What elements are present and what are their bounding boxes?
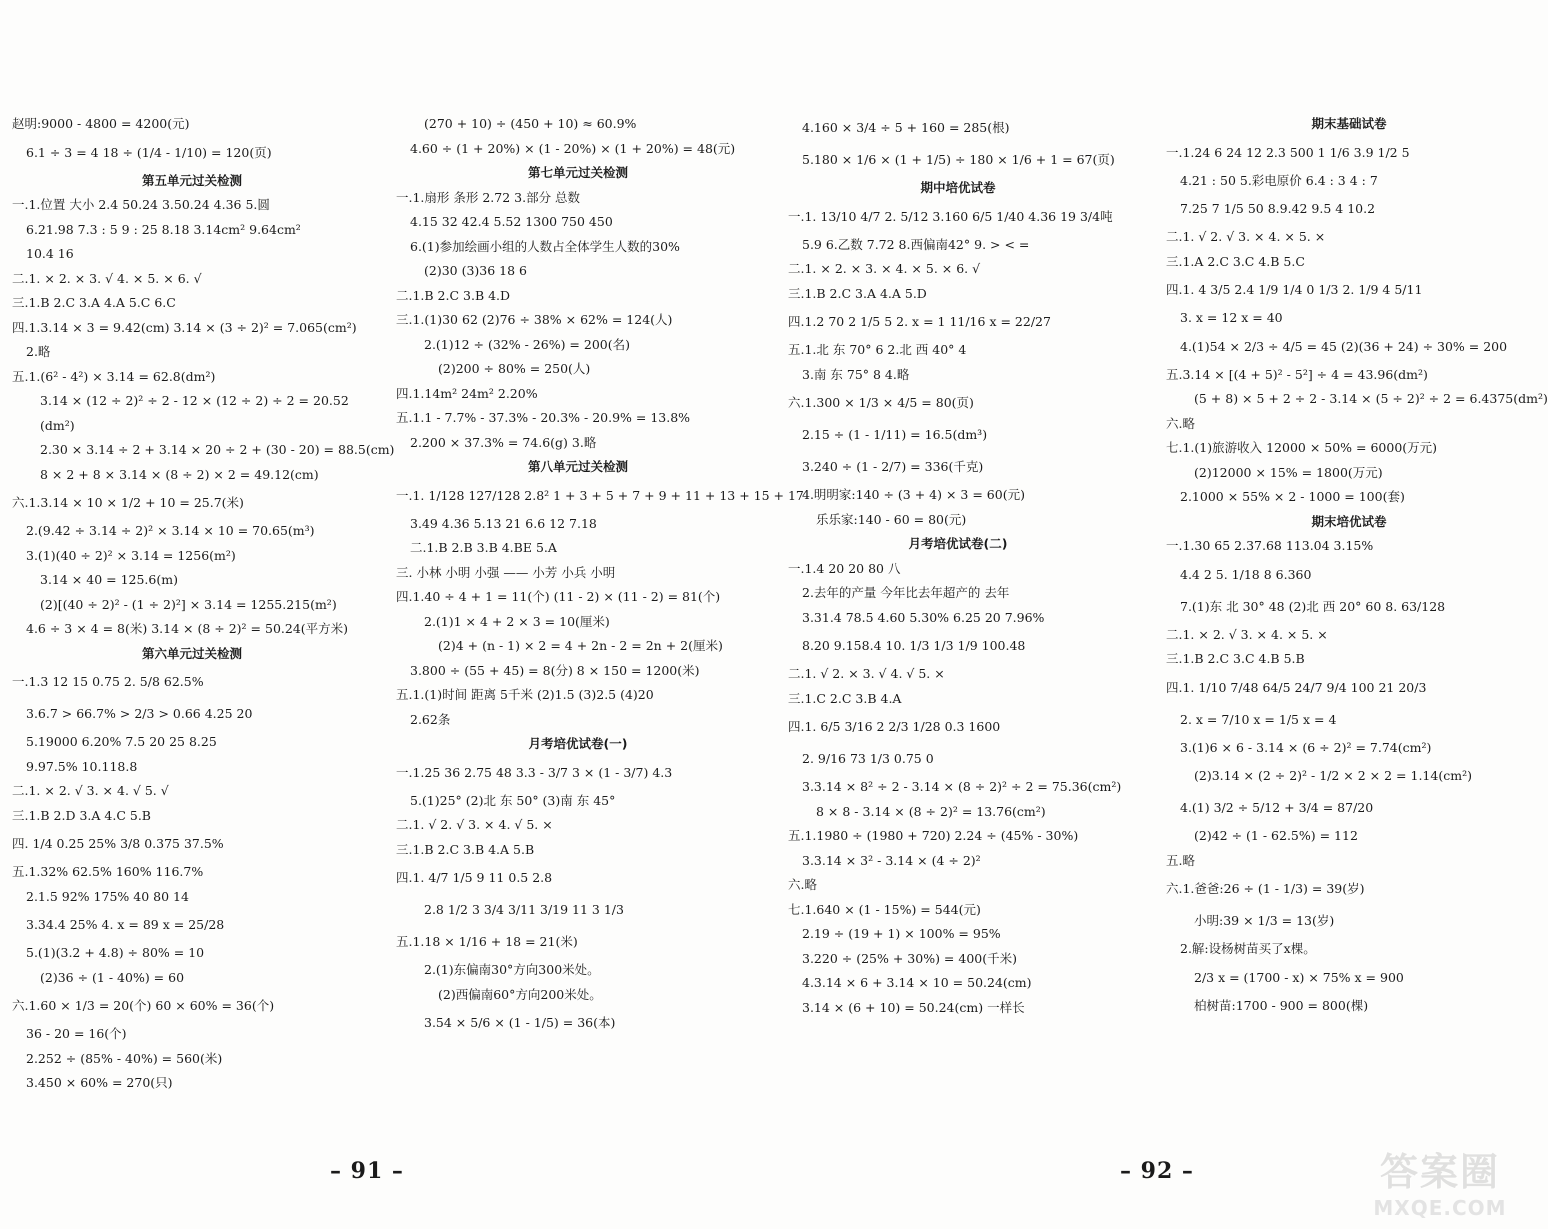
answer-line: 五.1.(6² - 4²) × 3.14 = 62.8(dm²) <box>12 368 216 384</box>
answer-line: 2/3 x = (1700 - x) × 75% x = 900 <box>1194 969 1404 985</box>
section-heading: 第六单元过关检测 <box>141 645 242 661</box>
answer-line: 一.1.扇形 条形 2.72 3.部分 总数 <box>396 189 581 205</box>
answer-line: 3.800 ÷ (55 + 45) = 8(分) 8 × 150 = 1200(米) <box>410 662 700 678</box>
answer-line: 4.4 2 5. 1/18 8 6.360 <box>1180 566 1312 582</box>
answer-line: 3.31.4 78.5 4.60 5.30% 6.25 20 7.96% <box>802 609 1045 625</box>
answer-line: 乐乐家:140 - 60 = 80(元) <box>816 511 967 527</box>
answer-line: 2.(1)12 ÷ (32% - 26%) = 200(名) <box>424 336 630 352</box>
answer-line: 3.14 × (12 ÷ 2)² ÷ 2 - 12 × (12 ÷ 2) ÷ 2 = 20.52 <box>40 393 349 408</box>
answer-line: 四.1.3.14 × 3 = 9.42(cm) 3.14 × (3 ÷ 2)² = 7.065(cm²) <box>12 319 357 335</box>
watermark-url: MXQE.COM <box>1373 1195 1507 1220</box>
answer-line: 四.1. 4 3/5 2.4 1/9 1/4 0 1/3 2. 1/9 4 5/11 <box>1166 282 1423 297</box>
answer-line: 3.(1)(40 ÷ 2)² × 3.14 = 1256(m²) <box>26 547 236 563</box>
answer-line: 五.1.1980 ÷ (1980 + 720) 2.24 ÷ (45% - 30%) <box>788 828 1079 843</box>
answer-line: 三.1.C 2.C 3.B 4.A <box>788 690 902 706</box>
answer-line: 四.1. 4/7 1/5 9 11 0.5 2.8 <box>396 870 553 885</box>
answer-line: 二.1. √ 2. √ 3. × 4. √ 5. × <box>396 817 553 832</box>
answer-line: 4.6 ÷ 3 × 4 = 8(米) 3.14 × (8 ÷ 2)² = 50.24(平方米) <box>26 621 349 636</box>
section-heading: 期中培优试卷 <box>920 180 996 195</box>
answer-line: 2.15 ÷ (1 - 1/11) = 16.5(dm³) <box>802 427 988 442</box>
answer-line: 六.1.3.14 × 10 × 1/2 + 10 = 25.7(米) <box>12 495 244 510</box>
answer-line: 2.30 × 3.14 ÷ 2 + 3.14 × 20 ÷ 2 + (30 - 20) = 88.5(cm) <box>40 442 395 457</box>
section-heading: 期末培优试卷 <box>1311 513 1387 529</box>
answer-line: 二.1.B 2.B 3.B 4.BE 5.A <box>410 540 557 555</box>
answer-line: 6.(1)参加绘画小组的人数占全体学生人数的30% <box>410 238 680 254</box>
answer-line: 5.(1)(3.2 + 4.8) ÷ 80% = 10 <box>26 945 205 960</box>
watermark <box>1352 1136 1528 1224</box>
answer-line: 4.160 × 3/4 ÷ 5 + 160 = 285(根) <box>802 120 1010 135</box>
page-number-right: – 92 – <box>1120 1158 1194 1184</box>
answer-line: 4.15 32 42.4 5.52 1300 750 450 <box>410 214 613 229</box>
answer-line: 三. 小林 小明 小强 —— 小芳 小兵 小明 <box>396 564 616 580</box>
answer-line: 2.8 1/2 3 3/4 3/11 3/19 11 3 1/3 <box>424 902 624 917</box>
answer-line: 五.1.32% 62.5% 160% 116.7% <box>12 864 204 879</box>
answer-line: 五.3.14 × [(4 + 5)² - 5²] ÷ 4 = 43.96(dm²) <box>1166 366 1428 382</box>
answer-line: 3.6.7 > 66.7% > 2/3 > 0.66 4.25 20 <box>26 706 253 721</box>
answer-line: 三.1.A 2.C 3.C 4.B 5.C <box>1166 253 1305 269</box>
answer-line: 五.1.(1)时间 距离 5千米 (2)1.5 (3)2.5 (4)20 <box>396 687 654 702</box>
answer-line: 3.240 ÷ (1 - 2/7) = 336(千克) <box>802 459 984 474</box>
answer-line: 二.1. × 2. √ 3. × 4. √ 5. √ <box>12 783 169 798</box>
answer-line: 3.220 ÷ (25% + 30%) = 400(千米) <box>802 950 1017 966</box>
answer-column-4 <box>1166 112 1548 1018</box>
answer-line: 二.1. × 2. × 3. × 4. × 5. × 6. √ <box>788 261 981 276</box>
answer-line: 二.1. √ 2. × 3. √ 4. √ 5. × <box>788 666 945 681</box>
answer-line: 3.3.14 × 8² ÷ 2 - 3.14 × (8 ÷ 2)² ÷ 2 = 75.36(cm²) <box>802 779 1122 794</box>
answer-line: 5.180 × 1/6 × (1 + 1/5) ÷ 180 × 1/6 + 1 = 67(页) <box>802 152 1115 167</box>
answer-line: 四.1.2 70 2 1/5 5 2. x = 1 11/16 x = 22/27 <box>788 314 1051 329</box>
answer-line: 6.1 ÷ 3 = 4 18 ÷ (1/4 - 1/10) = 120(页) <box>26 144 272 160</box>
answer-line: 二.1. × 2. √ 3. × 4. × 5. × <box>1166 626 1328 642</box>
section-heading: 月考培优试卷(一) <box>528 736 628 751</box>
answer-line: 三.1.B 2.C 3.C 4.B 5.B <box>1166 651 1305 666</box>
answer-line: 36 - 20 = 16(个) <box>26 1026 127 1041</box>
answer-line: 三.1.B 2.C 3.B 4.A 5.B <box>396 841 535 857</box>
answer-line: (2)[(40 ÷ 2)² - (1 ÷ 2)²] × 3.14 = 1255.215(m²) <box>40 596 337 612</box>
answer-line: 四. 1/4 0.25 25% 3/8 0.375 37.5% <box>12 836 224 851</box>
answer-line: 9.97.5% 10.118.8 <box>26 758 138 774</box>
answer-line: 小明:39 × 1/3 = 13(岁) <box>1194 913 1335 928</box>
answer-line: 4.60 ÷ (1 + 20%) × (1 - 20%) × (1 + 20%) = 48(元) <box>410 140 736 156</box>
answer-line: 5.9 6.乙数 7.72 8.西偏南42° 9. > < = <box>802 236 1030 252</box>
answer-line: 3.54 × 5/6 × (1 - 1/5) = 36(本) <box>424 1015 616 1030</box>
answer-line: 4.明明家:140 ÷ (3 + 4) × 3 = 60(元) <box>802 487 1025 502</box>
answer-line: 七.1.(1)旅游收入 12000 × 50% = 6000(万元) <box>1166 440 1438 455</box>
section-heading: 第八单元过关检测 <box>527 459 628 474</box>
answer-line: (2)4 + (n - 1) × 2 = 4 + 2n - 2 = 2n + 2(厘米) <box>438 638 723 653</box>
answer-line: 2.1.5 92% 175% 40 80 14 <box>26 888 189 904</box>
answer-line: 四.1.40 ÷ 4 + 1 = 11(个) (11 - 2) × (11 - 2) = 81(个) <box>396 589 721 604</box>
answer-line: 2.19 ÷ (19 + 1) × 100% = 95% <box>802 926 1001 941</box>
answer-line: 二.1. × 2. × 3. √ 4. × 5. × 6. √ <box>12 270 202 286</box>
answer-line: 2.(1)1 × 4 + 2 × 3 = 10(厘米) <box>424 613 610 629</box>
answer-line: 4.(1)54 × 2/3 ÷ 4/5 = 45 (2)(36 + 24) ÷ 30% = 200 <box>1180 338 1508 354</box>
answer-line: 六.1.爸爸:26 ÷ (1 - 1/3) = 39(岁) <box>1166 881 1365 896</box>
answer-line: 三.1.B 2.C 3.A 4.A 5.C 6.C <box>12 295 176 310</box>
answer-line: 7.(1)东 北 30° 48 (2)北 西 20° 60 8. 63/128 <box>1180 598 1446 614</box>
answer-line: 8 × 8 - 3.14 × (8 ÷ 2)² = 13.76(cm²) <box>816 803 1046 819</box>
answer-line: 六.1.300 × 1/3 × 4/5 = 80(页) <box>788 395 974 410</box>
answer-line: 6.21.98 7.3 : 5 9 : 25 8.18 3.14cm² 9.64cm² <box>26 221 301 237</box>
answer-line: (2)30 (3)36 18 6 <box>424 263 528 278</box>
answer-line: 一.1.3 12 15 0.75 2. 5/8 62.5% <box>12 674 204 689</box>
answer-line: 一.1.25 36 2.75 48 3.3 - 3/7 3 × (1 - 3/7) 4.3 <box>396 764 673 780</box>
answer-line: 2. x = 7/10 x = 1/5 x = 4 <box>1180 711 1337 727</box>
answer-line: (2)42 ÷ (1 - 62.5%) = 112 <box>1194 828 1358 843</box>
answer-line: 五.1.1 - 7.7% - 37.3% - 20.3% - 20.9% = 13.8% <box>396 410 691 425</box>
answer-line: (2)西偏南60°方向200米处。 <box>438 986 602 1002</box>
answer-line: (2)3.14 × (2 ÷ 2)² - 1/2 × 2 × 2 = 1.14(cm²) <box>1194 768 1472 783</box>
answer-line: 一.1. 13/10 4/7 2. 5/12 3.160 6/5 1/40 4.36 19 3/4吨 <box>788 208 1113 224</box>
answer-line: 四.1.14m² 24m² 2.20% <box>396 385 538 401</box>
answer-line: (5 + 8) × 5 + 2 ÷ 2 - 3.14 × (5 ÷ 2)² ÷ 2 = 6.4375(dm²) <box>1194 391 1548 406</box>
answer-line: (2)36 ÷ (1 - 40%) = 60 <box>40 969 185 985</box>
section-heading: 第五单元过关检测 <box>141 172 242 188</box>
answer-line: 五.1.北 东 70° 6 2.北 西 40° 4 <box>788 342 967 357</box>
answer-line: 3.(1)6 × 6 - 3.14 × (6 ÷ 2)² = 7.74(cm²) <box>1180 739 1432 755</box>
answer-line: 三.1.B 2.C 3.A 4.A 5.D <box>788 285 927 301</box>
answer-line: 柏树苗:1700 - 900 = 800(棵) <box>1194 997 1369 1013</box>
answer-line: 一.1.24 6 24 12 2.3 500 1 1/6 3.9 1/2 5 <box>1166 144 1410 160</box>
answer-line: 六.略 <box>1166 415 1195 431</box>
answer-line: 二.1. √ 2. √ 3. × 4. × 5. × <box>1166 229 1326 244</box>
answer-line: 8 × 2 + 8 × 3.14 × (8 ÷ 2) × 2 = 49.12(cm) <box>40 466 319 482</box>
answer-column-3 <box>788 112 1128 1020</box>
answer-line: 4.3.14 × 6 + 3.14 × 10 = 50.24(cm) <box>802 975 1032 990</box>
answer-line: 二.1.B 2.C 3.B 4.D <box>396 287 511 303</box>
answer-column-1 <box>12 112 395 1096</box>
answer-line: 5.19000 6.20% 7.5 20 25 8.25 <box>26 734 217 749</box>
answer-line: (2)200 ÷ 80% = 250(人) <box>438 361 591 376</box>
answer-line: (2)12000 × 15% = 1800(万元) <box>1194 464 1383 480</box>
section-heading: 第七单元过关检测 <box>527 165 628 180</box>
answer-line: 3.49 4.36 5.13 21 6.6 12 7.18 <box>410 515 597 531</box>
section-heading: 月考培优试卷(二) <box>908 536 1008 551</box>
answer-line: 8.20 9.158.4 10. 1/3 1/3 1/9 100.48 <box>802 638 1026 653</box>
answer-line: (270 + 10) ÷ (450 + 10) ≈ 60.9% <box>424 116 637 131</box>
answer-line: 一.1.4 20 20 80 八 <box>788 560 901 576</box>
answer-line: 7.25 7 1/5 50 8.9.42 9.5 4 10.2 <box>1180 201 1376 216</box>
answer-line: 4.(1) 3/2 ÷ 5/12 + 3/4 = 87/20 <box>1180 800 1374 815</box>
answer-line: 三.1.B 2.D 3.A 4.C 5.B <box>12 807 151 823</box>
answer-line: 2. 9/16 73 1/3 0.75 0 <box>802 751 934 766</box>
answer-line: 4.21 : 50 5.彩电原价 6.4 : 3 4 : 7 <box>1180 172 1378 188</box>
answer-line: 2.去年的产量 今年比去年超产的 去年 <box>802 585 1010 600</box>
answer-line: 2.(1)东偏南30°方向300米处。 <box>424 962 600 977</box>
answer-line: 3.3.14 × 3² - 3.14 × (4 ÷ 2)² <box>802 852 981 868</box>
answer-line: 赵明:9000 - 4800 = 4200(元) <box>12 116 190 131</box>
answer-line: 四.1. 1/10 7/48 64/5 24/7 9/4 100 21 20/3 <box>1166 679 1427 695</box>
answer-line: 一.1.位置 大小 2.4 50.24 3.50.24 4.36 5.圆 <box>12 197 270 212</box>
page-number-left: – 91 – <box>330 1158 404 1184</box>
answer-line: 一.1.30 65 2.37.68 113.04 3.15% <box>1166 538 1374 553</box>
answer-line: 3.14 × 40 = 125.6(m) <box>40 572 178 587</box>
answer-line: 3.南 东 75° 8 4.略 <box>802 366 910 382</box>
answer-line: 2.(9.42 ÷ 3.14 ÷ 2)² × 3.14 × 10 = 70.65(m³) <box>26 523 315 538</box>
answer-line: 一.1. 1/128 127/128 2.8² 1 + 3 + 5 + 7 + 9 + 11 + 13 + 15 + 17 <box>396 487 804 503</box>
watermark-logo: 答案圈 <box>1379 1149 1500 1194</box>
answer-line: 3. x = 12 x = 40 <box>1180 310 1283 325</box>
answer-line: 3.14 × (6 + 10) = 50.24(cm) 一样长 <box>802 999 1025 1015</box>
answer-line: 10.4 16 <box>26 246 74 261</box>
answer-line: 2.略 <box>26 344 51 359</box>
answer-line: 2.62条 <box>410 711 451 727</box>
answer-line: 3.450 × 60% = 270(只) <box>26 1075 173 1090</box>
answer-line: 2.200 × 37.3% = 74.6(g) 3.略 <box>410 434 597 450</box>
answer-line: 五.略 <box>1166 852 1195 868</box>
answer-line: 2.解:设杨树苗买了x棵。 <box>1180 941 1316 956</box>
answer-line: 六.略 <box>788 877 817 892</box>
answer-line: 2.1000 × 55% × 2 - 1000 = 100(套) <box>1180 489 1405 504</box>
answer-line: 2.252 ÷ (85% - 40%) = 560(米) <box>26 1050 223 1066</box>
answer-line: (dm²) <box>40 417 75 433</box>
answer-line: 六.1.60 × 1/3 = 20(个) 60 × 60% = 36(个) <box>12 998 275 1013</box>
answer-line: 3.34.4 25% 4. x = 89 x = 25/28 <box>26 917 225 932</box>
answer-line: 五.1.18 × 1/16 + 18 = 21(米) <box>396 934 578 949</box>
answer-line: 四.1. 6/5 3/16 2 2/3 1/28 0.3 1600 <box>788 719 1001 734</box>
section-heading: 期末基础试卷 <box>1311 116 1387 131</box>
answer-line: 七.1.640 × (1 - 15%) = 544(元) <box>788 901 981 917</box>
answer-line: 5.(1)25° (2)北 东 50° (3)南 东 45° <box>410 792 616 808</box>
answer-line: 三.1.(1)30 62 (2)76 ÷ 38% × 62% = 124(人) <box>396 312 673 327</box>
